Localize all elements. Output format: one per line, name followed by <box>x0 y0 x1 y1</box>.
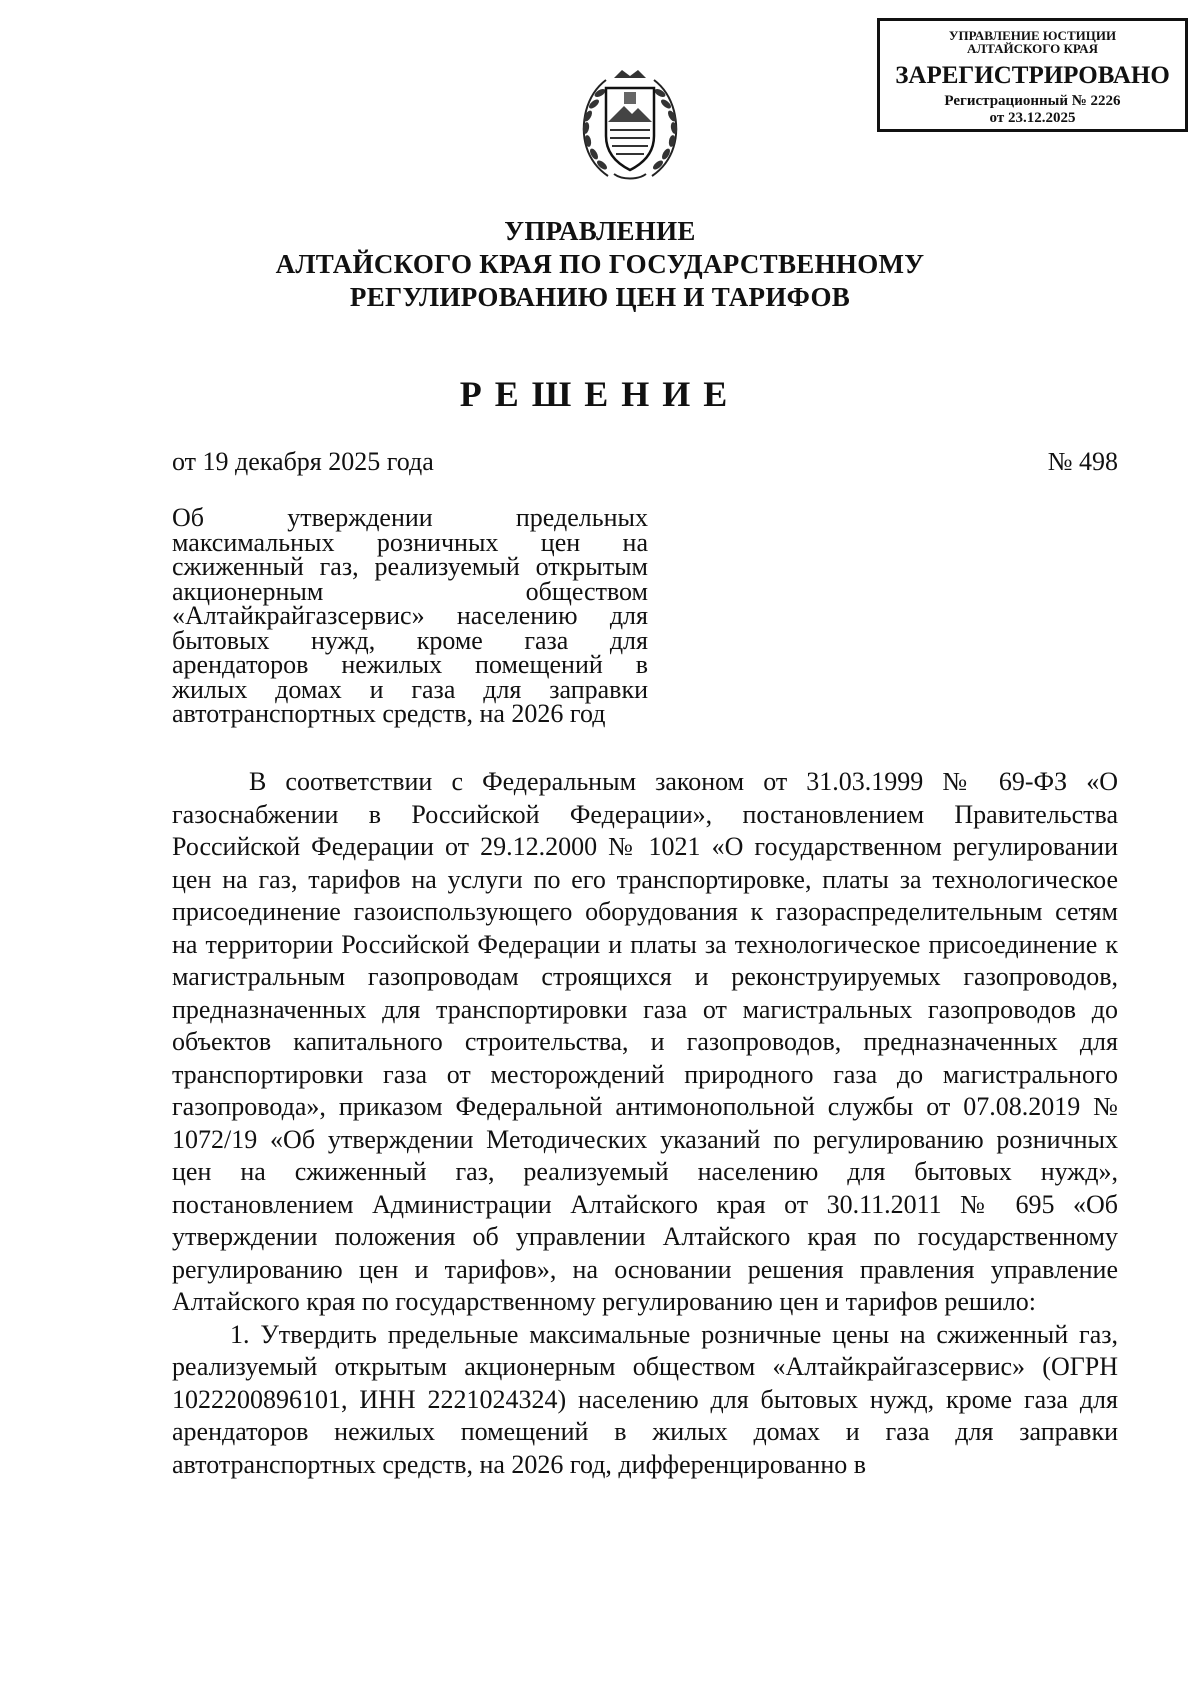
registration-stamp <box>877 18 1188 132</box>
document-title: РЕШЕНИЕ <box>459 374 741 414</box>
date-number-line <box>172 446 1118 478</box>
stamp-authority-line2: АЛТАЙСКОГО КРАЯ <box>967 41 1098 56</box>
header-line-2: АЛТАЙСКОГО КРАЯ ПО ГОСУДАРСТВЕННОМУ <box>275 249 925 279</box>
document-date: от 19 декабря 2025 года <box>172 447 434 476</box>
document-number: № 498 <box>1047 447 1118 476</box>
document-subject: Об утверждении предельных максимальных розничных цен на сжиженный газ, реализуемый открытым акционерным обществом «Алтайкрайгазсервис» населению для бытовых нужд, кроме газа для арендаторов нежилых помещений в жилых домах и газа для заправки автотранспортных средств, на 2026 год <box>172 503 648 728</box>
body-preamble-paragraph: В соответствии с Федеральным законом от 31.03.1999 № 69-ФЗ «О газоснабжении в Российской Федерации», постановлением Правительства Российской Федерации от 29.12.2000 № 1021 «О государственном регулировании цен на газ, тарифов на услуги по его транспортировке, платы за технологическое присоединение газоиспользующего оборудования к газораспределительным сетям на территории Российской Федерации и платы за технологическое присоединение к магистральным газопроводам строящихся и реконструируемых газопроводов, предназначенных для транспортировки газа от магистральных газопроводов до объектов капитального строительства, и газопроводов, предназначенных для транспортировки газа от месторождений природного газа до магистрального газопровода», приказом Федеральной антимонопольной службы от 07.08.2019 № 1072/19 «Об утверждении Методических указаний по регулированию розничных цен на сжиженный газ, реализуемый населению для бытовых нужд», постановлением Администрации Алтайского края от 30.11.2011 № 695 «Об утверждении положения об управлении Алтайского края по государственному регулированию цен и тарифов», на основании решения правления управление Алтайского края по государственному регулированию цен и тарифов решило: <box>172 767 1118 1316</box>
coat-of-arms-emblem <box>578 66 682 184</box>
body-item-1-paragraph: 1. Утвердить предельные максимальные розничные цены на сжиженный газ, реализуемый открытым акционерным обществом «Алтайкрайгазсервис» (ОГРН 1022200896101, ИНН 2221024324) населению для бытовых нужд, кроме газа для арендаторов нежилых помещений в жилых домах и газа для заправки автотранспортных средств, на 2026 год, дифференцированно в <box>172 1319 1118 1479</box>
header-line-3: РЕГУЛИРОВАНИЮ ЦЕН И ТАРИФОВ <box>349 282 851 312</box>
header-line-1: УПРАВЛЕНИЕ <box>504 216 696 246</box>
document-body <box>172 766 1118 1481</box>
stamp-reg-date: от 23.12.2025 <box>989 110 1076 126</box>
stamp-authority-line1: УПРАВЛЕНИЕ ЮСТИЦИИ <box>948 28 1117 43</box>
issuing-authority-header <box>0 215 1200 314</box>
stamp-reg-number: Регистрационный № 2226 <box>944 93 1121 109</box>
stamp-status: ЗАРЕГИСТРИРОВАНО <box>895 62 1170 89</box>
